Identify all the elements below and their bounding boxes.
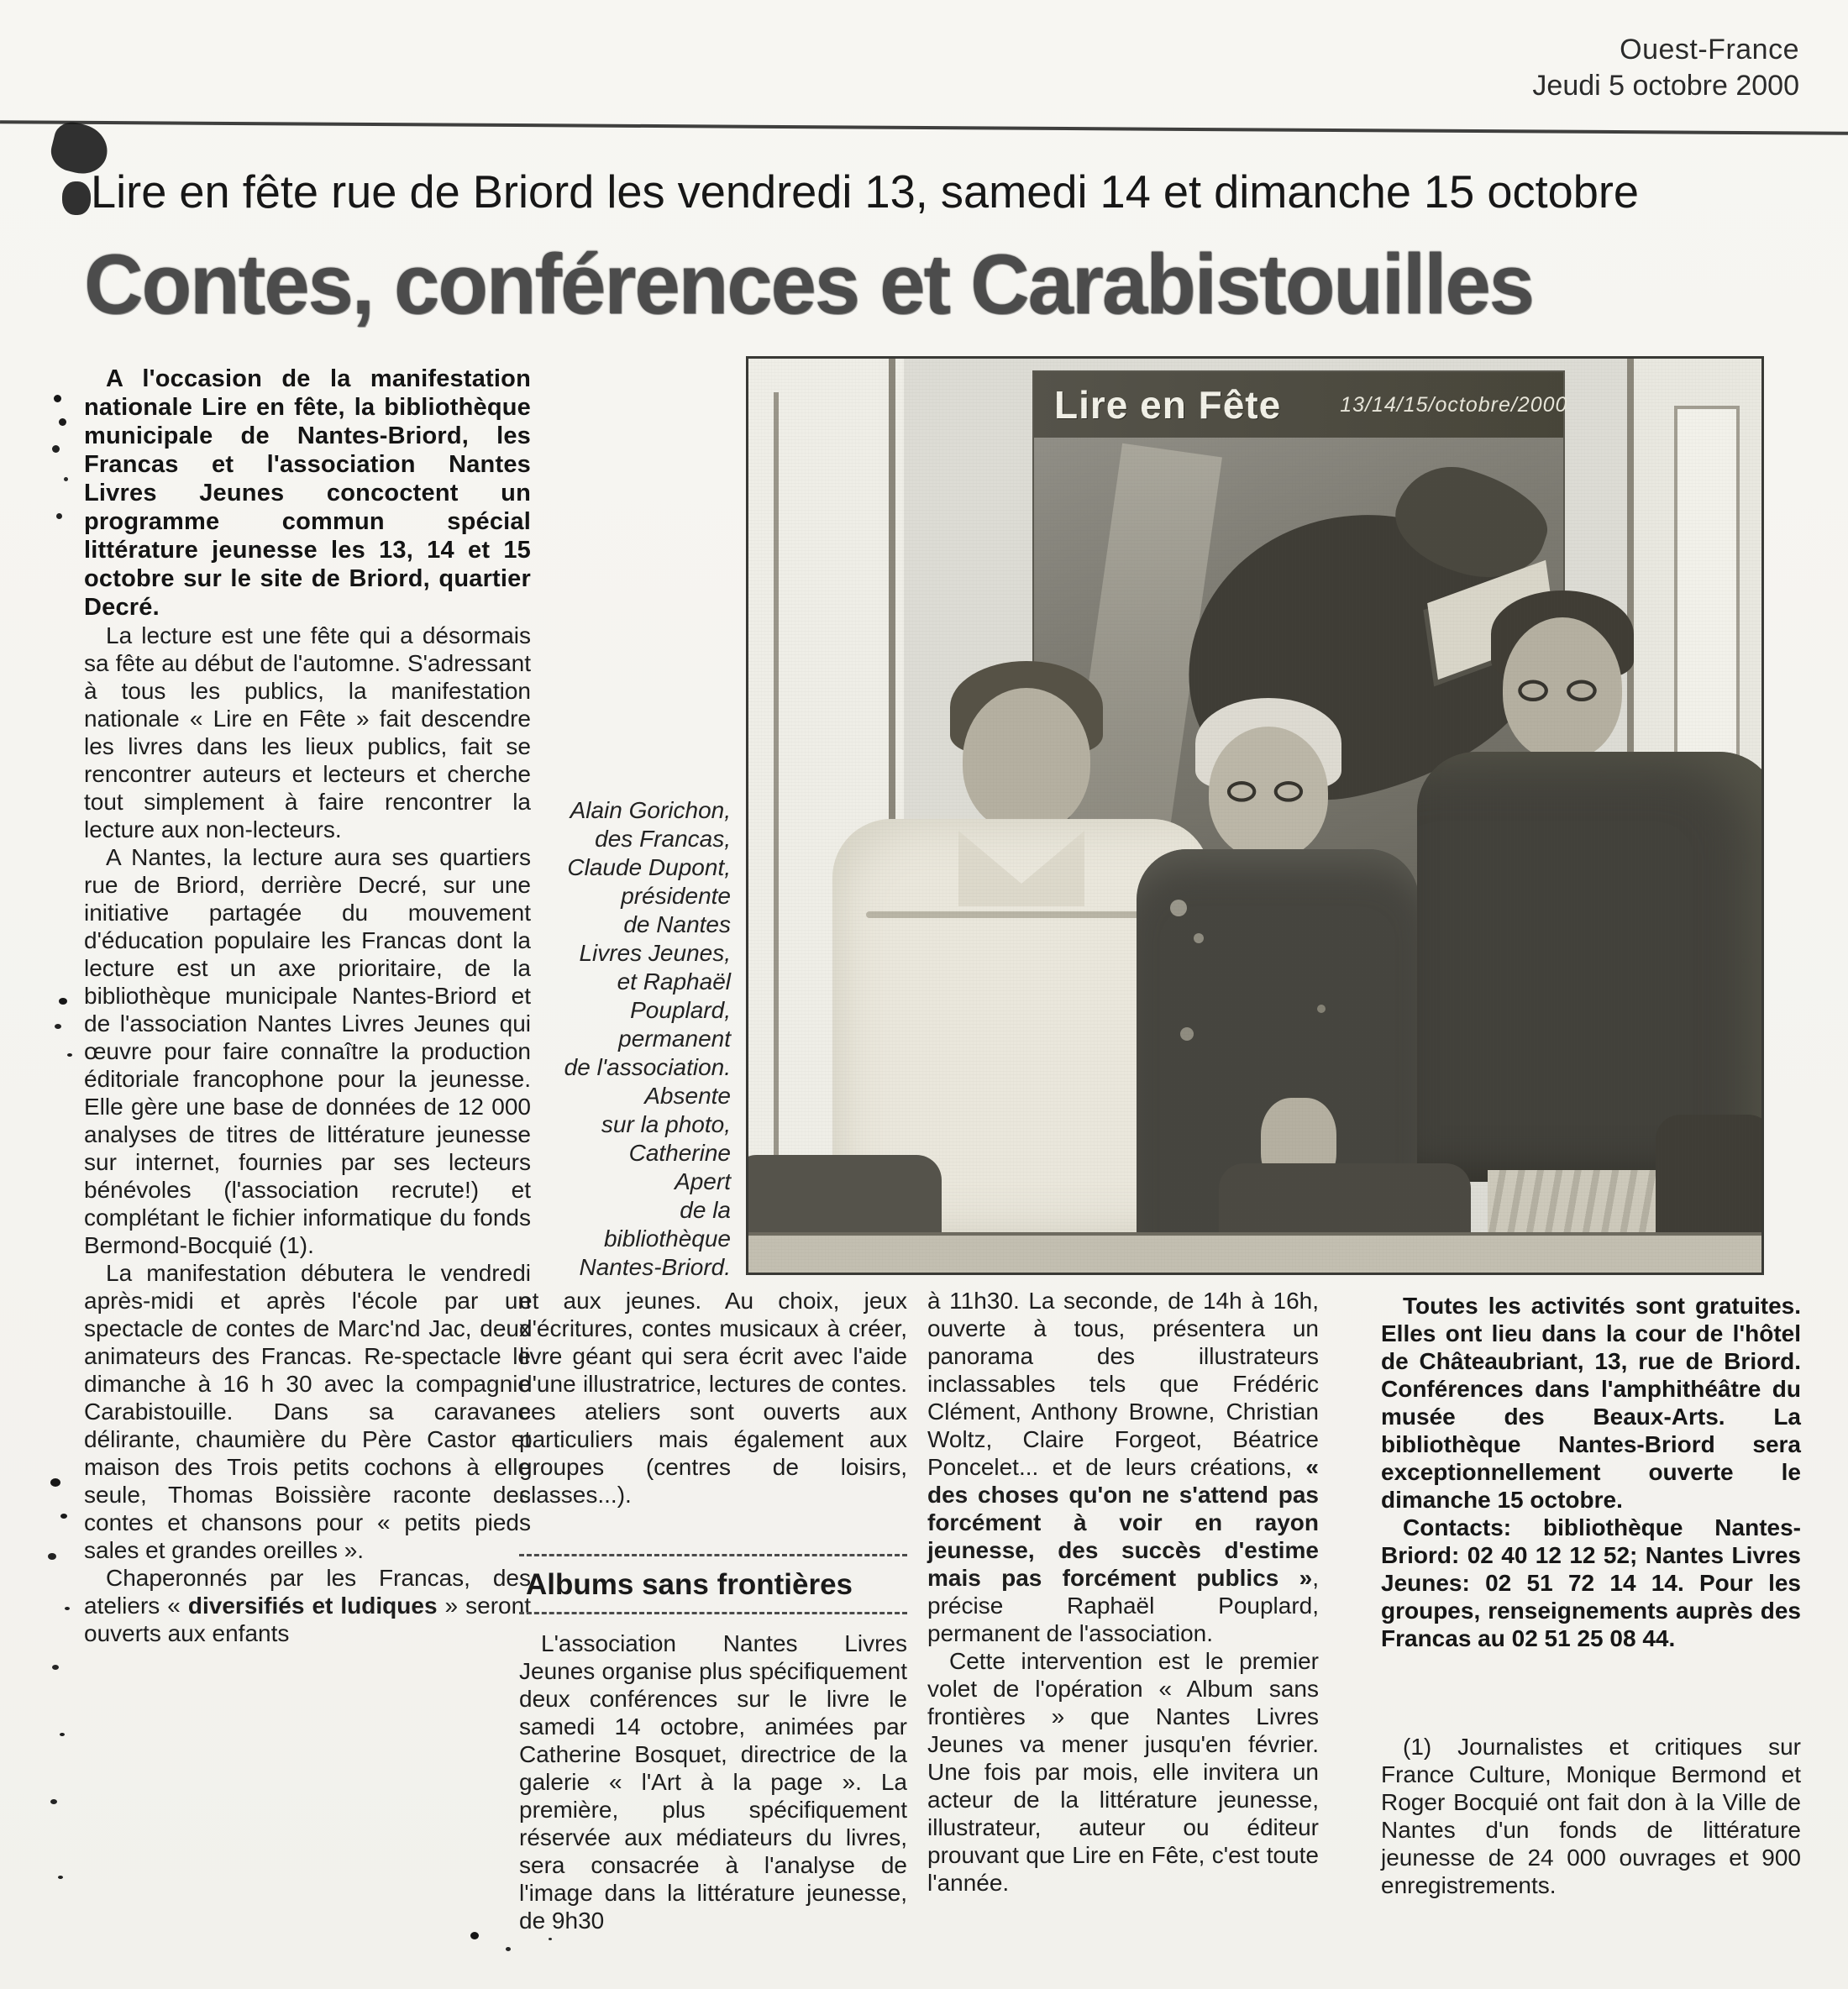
paragraph <box>1381 1292 1801 1514</box>
text-segment: (1) Journalistes et critiques sur France Culture, Monique Bermond et Roger Bocquié ont fait don à la Ville de Nantes d'un fonds de littérature jeunesse de 24 000 ouvrages et 900 enregistrements. <box>1381 1734 1801 1898</box>
paragraph <box>84 365 531 622</box>
poster-dates: 13/14/15/octobre/2000 <box>1340 392 1568 417</box>
article-column-1 <box>84 365 531 1647</box>
text-segment: La manifestation débutera le vendredi après-midi et après l'école par un spectacle de contes de Marc'nd Jac, deux animateurs des Francas. Re-spectacle le dimanche à 16 h 30 avec la compagnie Carabistouille. Dans sa caravane délirante, chaumière du Père Castor et maison des Trois petits cochons à elle seule, Thomas Boissière raconte des contes et chansons pour « petits pieds sales et grandes oreilles ». <box>84 1260 531 1563</box>
caption-line: Alain Gorichon, <box>570 797 731 823</box>
caption-line: Claude Dupont, <box>567 854 731 880</box>
caption-line: et Raphaël <box>617 968 731 994</box>
paragraph <box>84 1564 531 1647</box>
poster-banner <box>1034 372 1568 438</box>
caption-line: sur la photo, <box>601 1111 731 1137</box>
publication-name: Ouest-France <box>1620 34 1799 66</box>
text-segment: La lecture est une fête qui a désormais sa fête au début de l'automne. S'adressant à tous les publics, la manifestation nationale « Lire en Fête » fait descendre les livres dans les lieux publics, fait se rencontrer auteurs et lecteurs et cherche tout simplement à faire rencontrer la lecture aux non-lecteurs. <box>84 622 531 842</box>
paragraph <box>927 1287 1319 1647</box>
masthead <box>1532 32 1799 103</box>
caption-line: Absente <box>644 1083 731 1109</box>
glasses-icon <box>1227 781 1303 805</box>
text-segment: à 11h30. La seconde, de 14h à 16h, ouverte à tous, présentera un panorama des illustrateurs inclassables tels que Frédéric Clément, Anthony Browne, Christian Woltz, Claire Forgeot, Béatrice Poncelet... et de leurs créations, <box>927 1288 1319 1480</box>
article-column-2 <box>519 1287 907 1934</box>
text-segment: Contacts: bibliothèque Nantes-Briord: 02 40 12 12 52; Nantes Livres Jeunes: 02 51 72 14 14. Pour les groupes, renseignements auprès des Francas au 02 51 25 08 44. <box>1381 1514 1801 1651</box>
article-column-4 <box>1381 1292 1801 1899</box>
paragraph <box>84 1259 531 1564</box>
scan-artifact <box>470 1932 479 1939</box>
paragraph <box>84 622 531 843</box>
glasses-icon <box>1518 680 1597 705</box>
caption-line: de l'association. <box>564 1054 731 1080</box>
caption-line: de Nantes <box>623 911 731 937</box>
masthead-rule <box>0 120 1848 134</box>
caption-line: permanent <box>618 1026 731 1052</box>
scan-artifact <box>62 181 91 215</box>
paragraph <box>519 1630 907 1934</box>
article-photo <box>746 356 1764 1275</box>
text-segment: et aux jeunes. Au choix, jeux d'écritures, contes musicaux à créer, livre géant qui sera écrit avec l'aide d'une illustratrice, lectures de contes. ces ateliers sont ouverts aux particuliers mais également aux groupes (centres de loisirs, classes...). <box>519 1288 907 1508</box>
publication-date: Jeudi 5 octobre 2000 <box>1532 69 1799 102</box>
text-segment: diversifiés et ludiques <box>187 1593 438 1619</box>
caption-line: de la <box>680 1197 731 1223</box>
text-segment: A Nantes, la lecture aura ses quartiers rue de Briord, derrière Decré, sur une initiative partagée du mouvement d'éducation populaire les Francas dont la lecture est un axe prioritaire, de la bibliothèque municipale Nantes-Briord et de l'association Nantes Livres Jeunes qui œuvre pour faire connaître la production éditoriale francophone pour la jeunesse. Elle gère une base de données de 12 000 analyses de titres de littérature jeunesse sur internet, fournies par ses lecteurs bénévoles (l'association recrute!) et complétant le fichier informatique du fonds Bermond-Bocquié (1). <box>84 844 531 1258</box>
poster-title: Lire en Fête <box>1054 383 1282 427</box>
text-segment: Toutes les activités sont gratuites. Elles ont lieu dans la cour de l'hôtel de Châteaubriant, 13, rue de Briord. Conférences dans l'amphithéâtre du musée des Beaux-Arts. La bibliothèque Nantes-Briord sera exceptionnellement ouverte le dimanche 15 octobre. <box>1381 1293 1801 1513</box>
person-head <box>963 688 1090 832</box>
caption-line: des Francas, <box>595 826 731 852</box>
text-segment: L'association Nantes Livres Jeunes organise plus spécifiquement deux conférences sur le livre le samedi 14 octobre, animées par Catherine Bosquet, directrice de la galerie « l'Art à la page ». La première, plus spécifiquement réservée aux médiateurs du livres, sera consacrée à l'analyse de l'image dans la littérature jeunesse, de 9h30 <box>519 1630 907 1934</box>
text-segment: » seront ouverts aux enfants <box>84 1593 531 1646</box>
text-segment: Chaperonnés par les Francas, des ateliers « <box>84 1565 531 1619</box>
paragraph <box>927 1647 1319 1897</box>
caption-line: Livres Jeunes, <box>579 940 731 966</box>
paragraph <box>519 1287 907 1509</box>
paragraph <box>84 843 531 1259</box>
kicker-headline: Lire en fête rue de Briord les vendredi 13, samedi 14 et dimanche 15 octobre <box>91 165 1640 218</box>
caption-line: Pouplard, <box>630 997 731 1023</box>
table-edge <box>748 1236 1761 1275</box>
scan-artifact <box>50 1478 60 1487</box>
section-heading: Albums sans frontières <box>519 1554 907 1614</box>
photo-caption <box>501 796 731 1282</box>
main-headline: Contes, conférences et Carabistouilles <box>84 238 1533 332</box>
scan-artifact <box>59 998 67 1005</box>
caption-line: présidente <box>621 883 731 909</box>
caption-line: Apert <box>675 1168 731 1194</box>
article-column-3 <box>927 1287 1319 1897</box>
paragraph <box>1381 1733 1801 1899</box>
text-segment: Cette intervention est le premier volet de l'opération « Album sans frontières » que Nantes Livres Jeunes va mener jusqu'en février. Une fois par mois, elle invitera un acteur de la littérature jeunesse, illustrateur, auteur ou éditeur prouvant que Lire en Fête, c'est toute l'année. <box>927 1648 1319 1896</box>
caption-line: Nantes-Briord. <box>579 1254 731 1280</box>
caption-line: bibliothèque <box>603 1225 731 1252</box>
text-segment: A l'occasion de la manifestation nationale Lire en fête, la bibliothèque municipale de Nantes-Briord, les Francas et l'association Nantes Livres Jeunes concoctent un programme commun spécial littérature jeunesse les 13, 14 et 15 octobre sur le site de Briord, quartier Decré. <box>84 365 531 621</box>
scan-artifact <box>54 395 61 402</box>
paragraph <box>1381 1514 1801 1652</box>
caption-line: Catherine <box>628 1140 731 1166</box>
text-segment: « des choses qu'on ne s'attend pas forcément à voir en rayon jeunesse, des succès d'estime mais pas forcément publics » <box>927 1454 1319 1591</box>
text-segment: , précise Raphaël Pouplard, permanent de l'association. <box>927 1565 1319 1646</box>
